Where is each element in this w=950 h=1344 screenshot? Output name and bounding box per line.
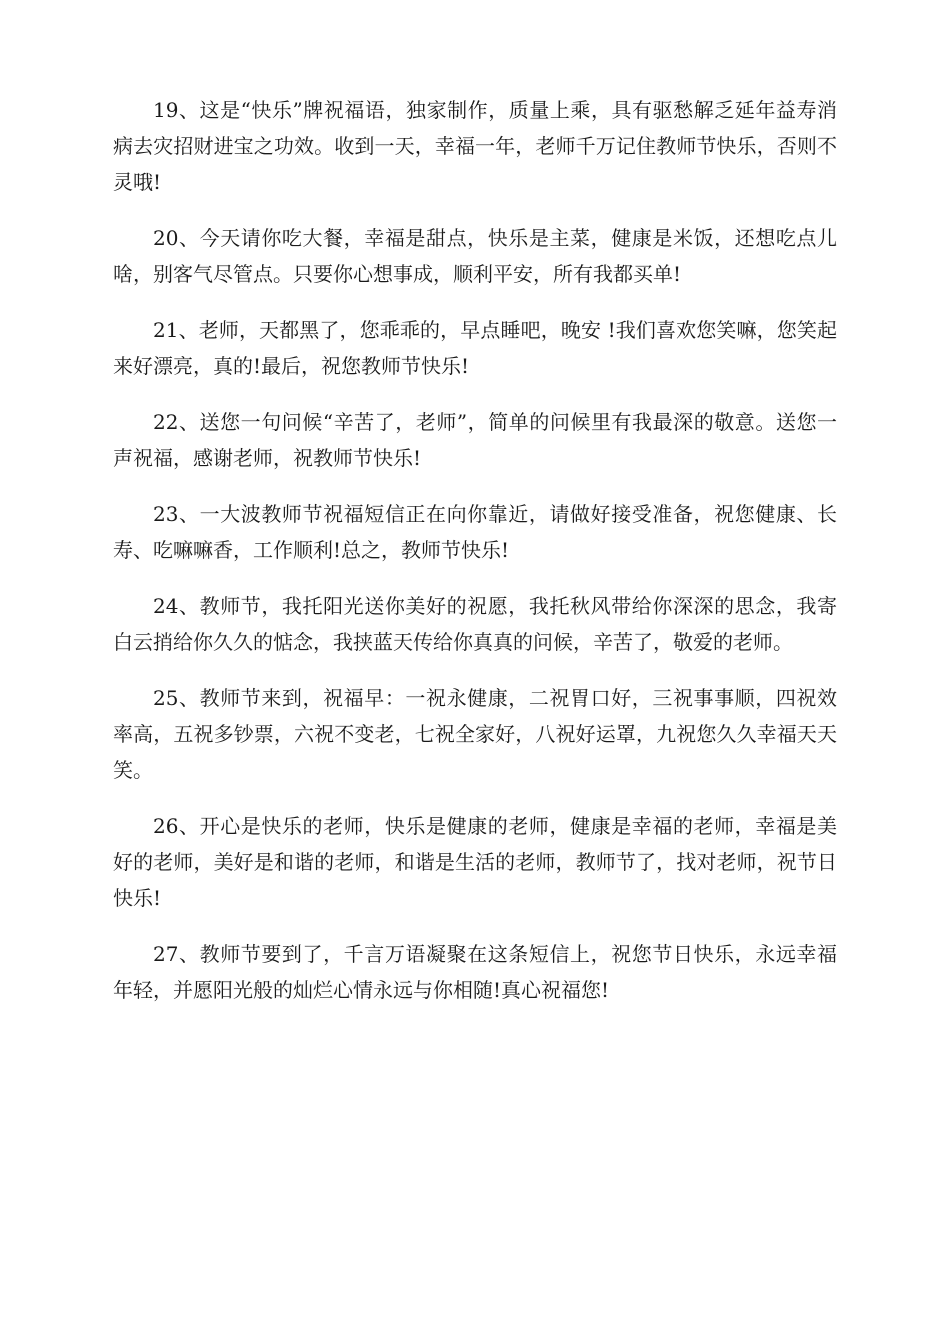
paragraph-22: 22、送您一句问候“辛苦了，老师”，简单的问候里有我最深的敬意。送您一声祝福，感谢老师，祝教师节快乐!: [113, 410, 837, 470]
paragraph-25: 25、教师节来到，祝福早：一祝永健康，二祝胃口好，三祝事事顺，四祝效率高，五祝多钞票，六祝不变老，七祝全家好，八祝好运罩，九祝您久久幸福天天笑。: [113, 686, 837, 782]
paragraph-19: 19、这是“快乐”牌祝福语，独家制作，质量上乘，具有驱愁解乏延年益寿消病去灾招财进宝之功效。收到一天，幸福一年，老师千万记住教师节快乐，否则不灵哦!: [113, 98, 837, 194]
paragraph-20: 20、今天请你吃大餐，幸福是甜点，快乐是主菜，健康是米饭，还想吃点儿啥，别客气尽管点。只要你心想事成，顺利平安，所有我都买单!: [113, 226, 837, 286]
paragraph-23: 23、一大波教师节祝福短信正在向你靠近，请做好接受准备，祝您健康、长寿、吃嘛嘛香，工作顺利!总之，教师节快乐!: [113, 502, 837, 562]
paragraph-24: 24、教师节，我托阳光送你美好的祝愿，我托秋风带给你深深的思念，我寄白云捎给你久久的惦念，我挟蓝天传给你真真的问候，辛苦了，敬爱的老师。: [113, 594, 837, 654]
document-body: [113, 92, 837, 1028]
paragraph-21: 21、老师，天都黑了，您乖乖的，早点睡吧，晚安 !我们喜欢您笑嘛，您笑起来好漂亮，真的!最后，祝您教师节快乐!: [113, 318, 837, 378]
paragraph-26: 26、开心是快乐的老师，快乐是健康的老师，健康是幸福的老师，幸福是美好的老师，美好是和谐的老师，和谐是生活的老师，教师节了，找对老师，祝节日快乐!: [113, 814, 837, 910]
paragraph-27: 27、教师节要到了，千言万语凝聚在这条短信上，祝您节日快乐，永远幸福年轻，并愿阳光般的灿烂心情永远与你相随!真心祝福您!: [113, 942, 837, 1002]
